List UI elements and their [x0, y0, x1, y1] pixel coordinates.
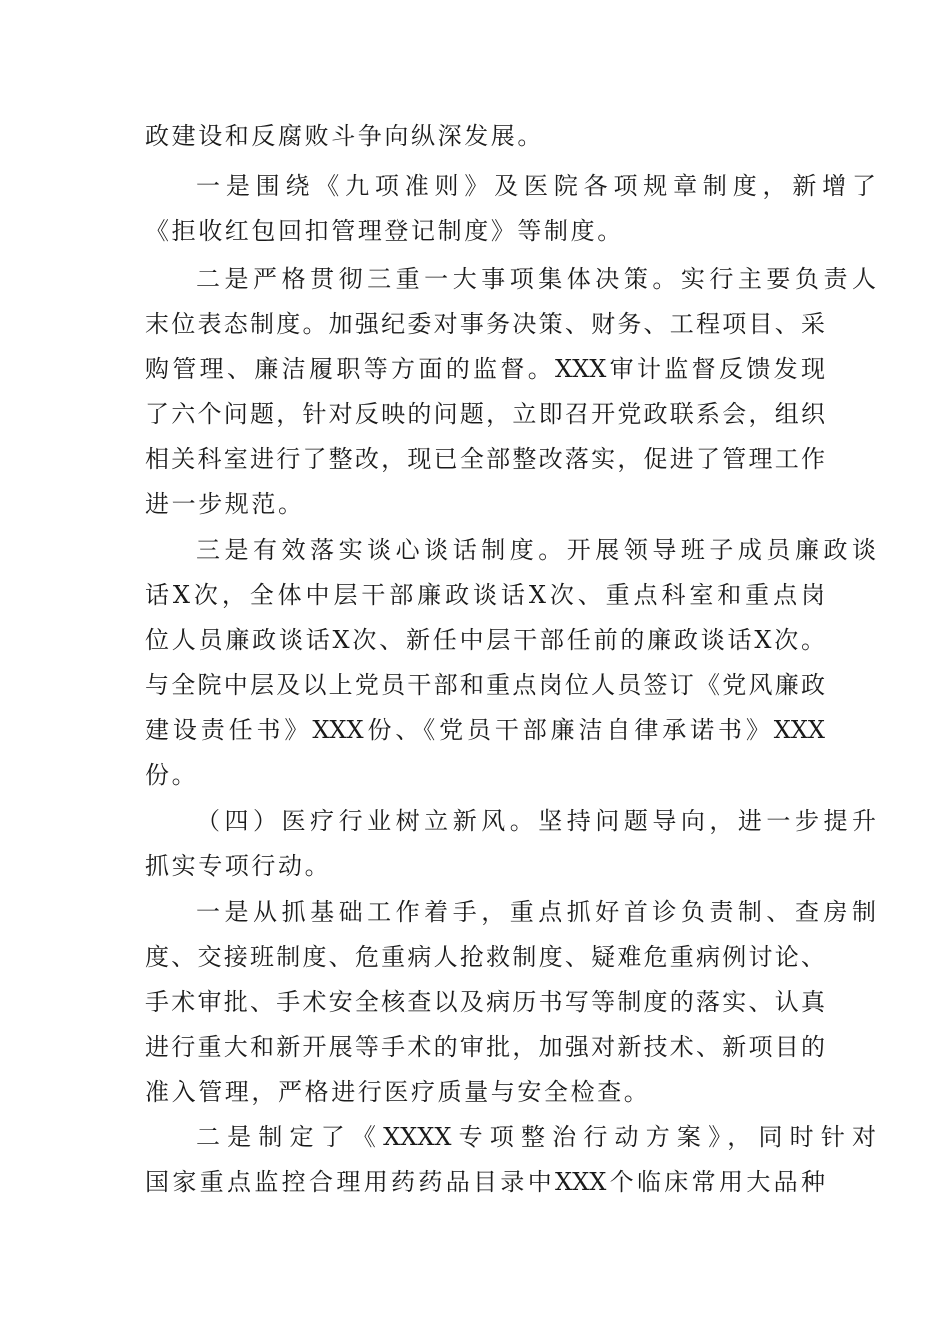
text-line: 进一步规范。 [145, 490, 305, 518]
text-line: 手术审批、手术安全核查以及病历书写等制度的落实、认真 [145, 988, 825, 1016]
text-line: 政建设和反腐败斗争向纵深发展。 [145, 122, 544, 150]
text-line: 二是制定了《XXXX专项整治行动方案》，同时针对 [196, 1123, 876, 1151]
text-line: 抓实专项行动。 [145, 852, 332, 880]
text-line: 二是严格贯彻三重一大事项集体决策。实行主要负责人 [196, 265, 876, 293]
text-line: 了六个问题，针对反映的问题，立即召开党政联系会，组织 [145, 400, 825, 428]
text-line: 一是从抓基础工作着手，重点抓好首诊负责制、查房制 [196, 898, 876, 926]
text-line: 购管理、廉洁履职等方面的监督。XXX审计监督反馈发现 [145, 355, 825, 383]
text-line: 《拒收红包回扣管理登记制度》等制度。 [145, 217, 624, 245]
text-line: 国家重点监控合理用药药品目录中XXX个临床常用大品种 [145, 1168, 825, 1196]
text-line: 度、交接班制度、危重病人抢救制度、疑难危重病例讨论、 [145, 943, 825, 971]
text-line: 进行重大和新开展等手术的审批，加强对新技术、新项目的 [145, 1033, 825, 1061]
text-line: 末位表态制度。加强纪委对事务决策、财务、工程项目、采 [145, 310, 825, 338]
text-line: 位人员廉政谈话X次、新任中层干部任前的廉政谈话X次。 [145, 626, 825, 654]
text-line: 份。 [145, 761, 199, 789]
text-line: 相关科室进行了整改，现已全部整改落实，促进了管理工作 [145, 445, 825, 473]
text-line: 准入管理，严格进行医疗质量与安全检查。 [145, 1078, 651, 1106]
text-line: 三是有效落实谈心谈话制度。开展领导班子成员廉政谈 [196, 536, 876, 564]
text-line: （四）医疗行业树立新风。坚持问题导向，进一步提升 [196, 807, 876, 835]
text-line: 建设责任书》XXX份、《党员干部廉洁自律承诺书》XXX [145, 716, 825, 744]
text-line: 一是围绕《九项准则》及医院各项规章制度，新增了 [196, 172, 876, 200]
text-line: 话X次，全体中层干部廉政谈话X次、重点科室和重点岗 [145, 581, 825, 609]
text-line: 与全院中层及以上党员干部和重点岗位人员签订《党风廉政 [145, 671, 825, 699]
